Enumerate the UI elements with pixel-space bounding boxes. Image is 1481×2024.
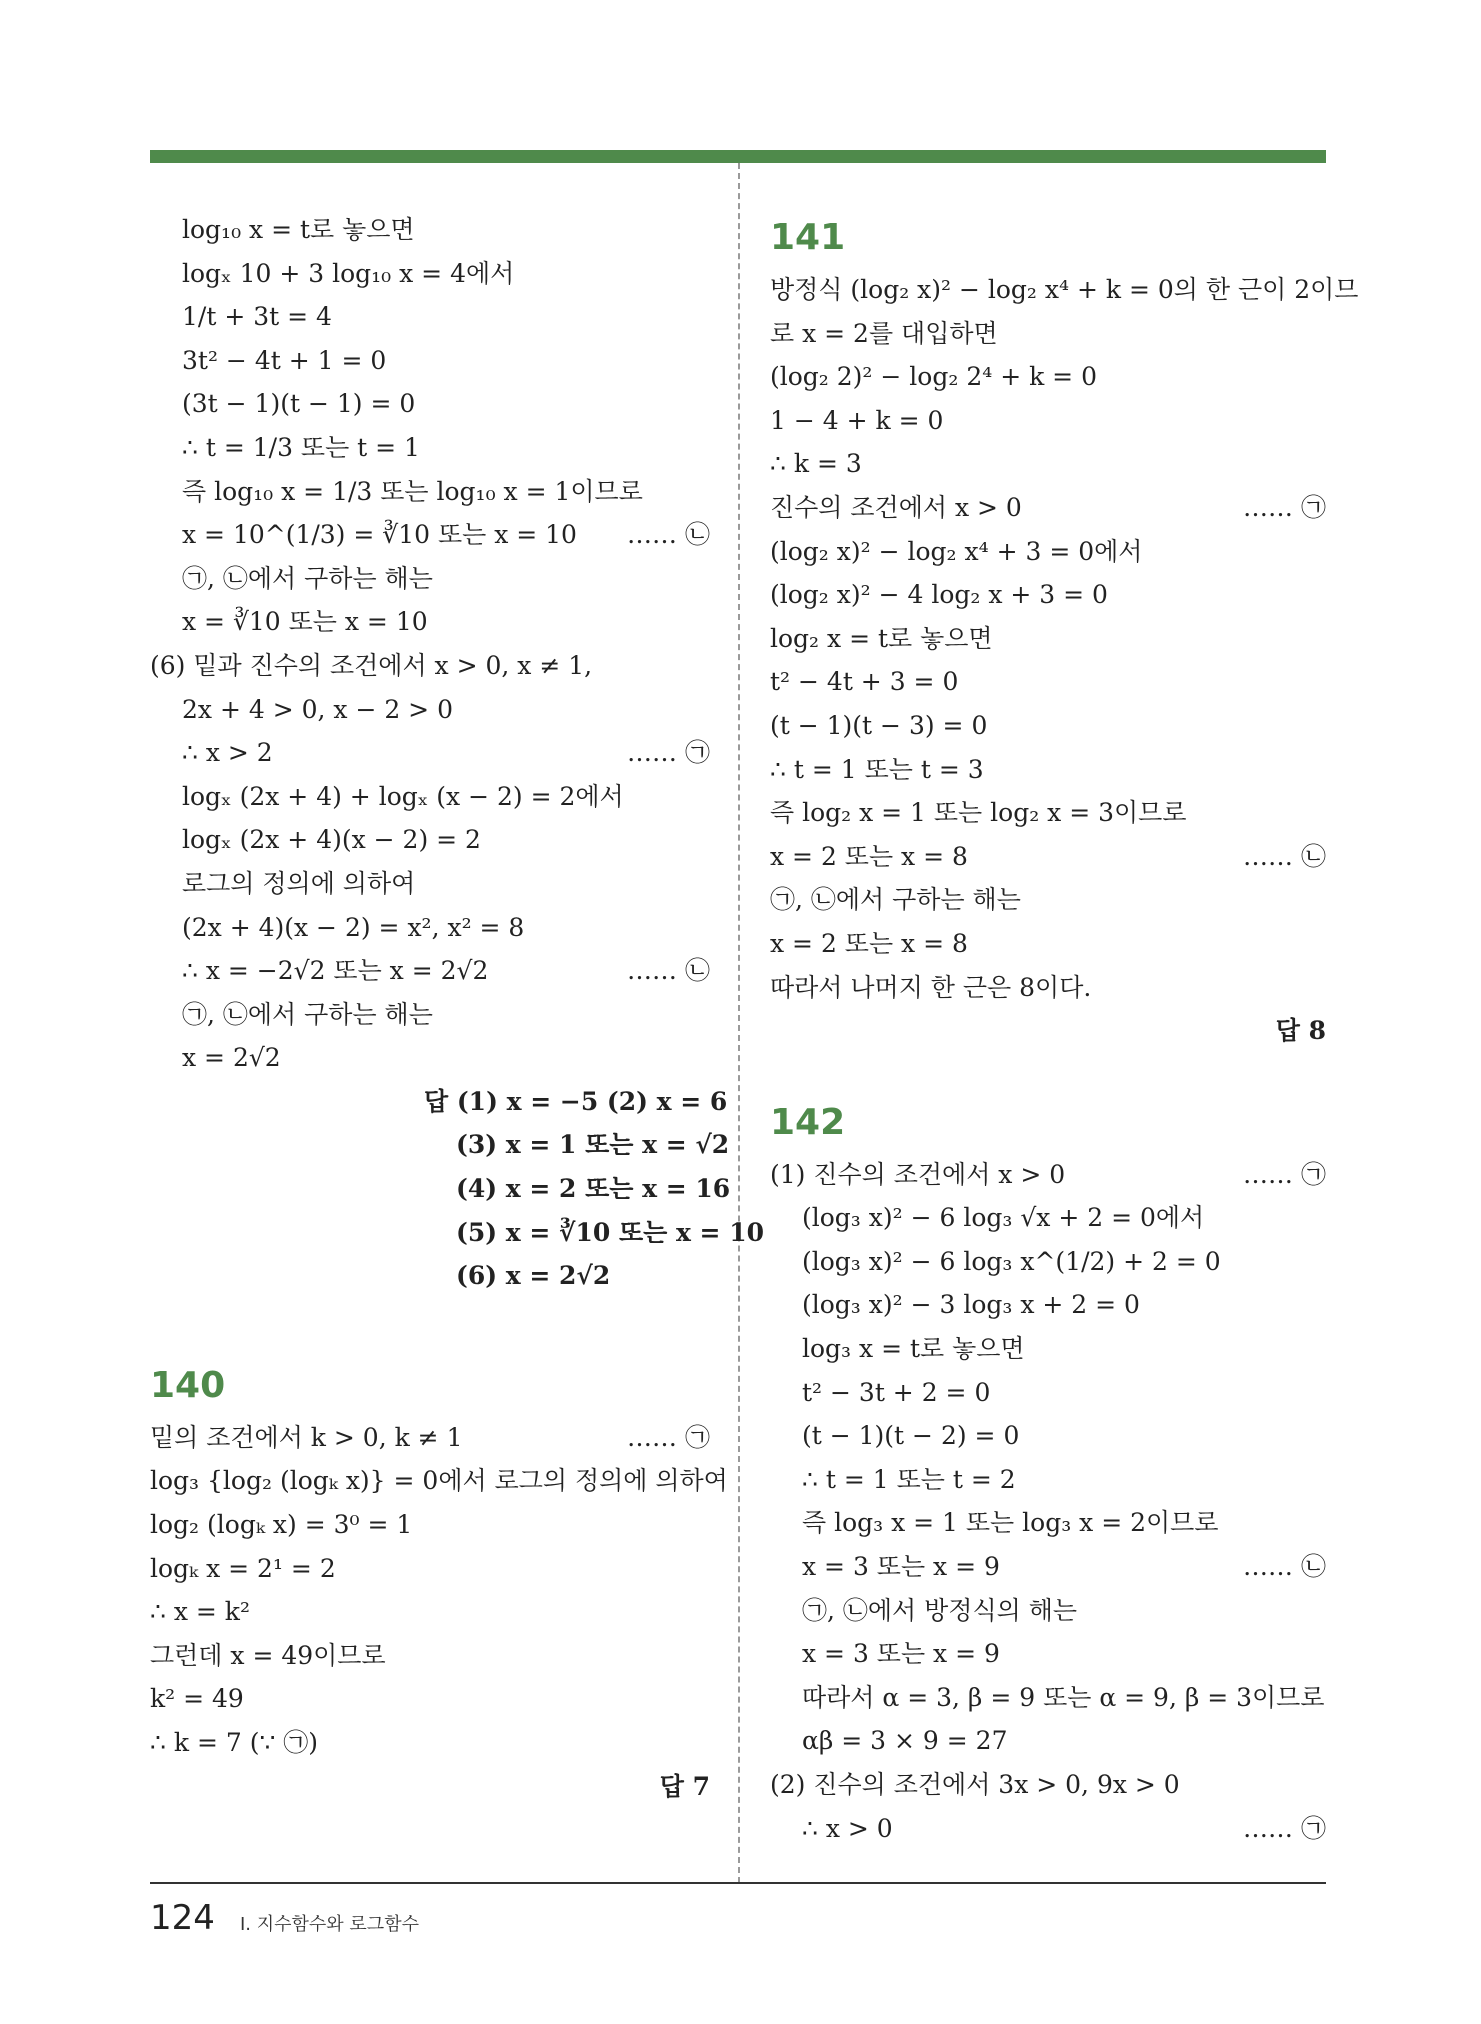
math-line (770, 1327, 1326, 1371)
math-line (770, 399, 1326, 443)
problem-number-140: 140 (150, 1364, 226, 1406)
solution-140 (150, 1416, 728, 1765)
math-line (770, 1153, 1326, 1197)
math-line (150, 557, 710, 601)
math-line (150, 1677, 710, 1721)
math-line-text: 즉 log₁₀ x = 1/3 또는 log₁₀ x = 1이므로 (182, 476, 643, 506)
math-line-text: log₁₀ x = t로 놓으면 (182, 215, 415, 244)
math-line-text: (t − 1)(t − 2) = 0 (802, 1421, 1020, 1451)
math-line-text: 그런데 x = 49이므로 (150, 1640, 386, 1670)
condition-marker: …… ㉡ (1243, 841, 1326, 871)
math-line (150, 470, 710, 514)
math-line-text: (log₂ x)² − 4 log₂ x + 3 = 0 (770, 580, 1108, 610)
math-line (150, 1036, 710, 1080)
math-line (770, 1283, 1326, 1327)
math-line-text: 즉 log₃ x = 1 또는 log₃ x = 2이므로 (802, 1508, 1219, 1538)
math-line (770, 748, 1326, 792)
math-line (150, 1416, 710, 1460)
math-line (150, 339, 710, 383)
math-line-text: x = 3 또는 x = 9 (802, 1639, 1000, 1669)
math-line (770, 1414, 1326, 1458)
math-line (150, 513, 710, 557)
answer-141: 답 8 (1275, 1016, 1326, 1046)
math-line-text: ∴ x = k² (150, 1597, 250, 1627)
math-line (150, 1634, 710, 1678)
math-line-text: ㉠, ㉡에서 방정식의 해는 (802, 1595, 1077, 1625)
math-line (770, 704, 1326, 748)
math-line (770, 1458, 1326, 1502)
math-line (150, 688, 710, 732)
math-line (150, 775, 710, 819)
math-line-text: 2x + 4 > 0, x − 2 > 0 (182, 694, 453, 724)
math-line (770, 791, 1326, 835)
math-line (770, 1240, 1326, 1284)
condition-marker: …… ㉠ (1243, 1813, 1326, 1843)
math-line-text: 3t² − 4t + 1 = 0 (182, 345, 387, 375)
problem-number-142: 142 (770, 1101, 846, 1143)
math-line-text: t² − 3t + 2 = 0 (802, 1377, 991, 1407)
answer-line: (5) x = ∛10 또는 x = 10 (456, 1217, 764, 1247)
math-line-text: logₓ (2x + 4) + logₓ (x − 2) = 2에서 (182, 781, 624, 811)
math-line (770, 312, 1326, 356)
math-line-text: k² = 49 (150, 1684, 244, 1714)
solution-141 (770, 268, 1359, 1009)
answer-line: (4) x = 2 또는 x = 16 (456, 1174, 731, 1204)
column-divider (738, 163, 740, 1883)
answer-140: 답 7 (659, 1771, 710, 1801)
math-line (150, 600, 710, 644)
solution-142 (770, 1153, 1326, 1851)
answer-line: (3) x = 1 또는 x = √2 (456, 1130, 730, 1160)
math-line-text: ㉠, ㉡에서 구하는 해는 (182, 563, 433, 593)
math-line-text: x = 2 또는 x = 8 (770, 928, 968, 958)
math-line (150, 906, 710, 950)
math-line (770, 1196, 1326, 1240)
math-line-text: 진수의 조건에서 x > 0 (770, 492, 1022, 522)
math-line (150, 1547, 710, 1591)
math-line (150, 252, 710, 296)
math-line-text: (t − 1)(t − 3) = 0 (770, 710, 988, 740)
solution-continued (150, 208, 710, 1080)
math-line (150, 644, 710, 688)
math-line-text: 로그의 정의에 의하여 (182, 868, 416, 898)
math-line (150, 1503, 710, 1547)
math-line (150, 382, 710, 426)
math-line-text: 밑의 조건에서 k > 0, k ≠ 1 (150, 1422, 463, 1452)
math-line-text: 따라서 나머지 한 근은 8이다. (770, 972, 1092, 1002)
right-column (770, 208, 1359, 1850)
math-line (150, 208, 710, 252)
math-line (150, 1459, 728, 1503)
answer-list (150, 1080, 764, 1298)
math-line-text: ∴ x > 2 (182, 738, 273, 768)
math-line (770, 573, 1326, 617)
math-line-text: (2) 진수의 조건에서 3x > 0, 9x > 0 (770, 1770, 1180, 1799)
math-line-text: 방정식 (log₂ x)² − log₂ x⁴ + k = 0의 한 근이 2이므 (770, 275, 1359, 304)
math-line-text: ∴ t = 1 또는 t = 2 (802, 1464, 1016, 1494)
math-line-text: t² − 4t + 3 = 0 (770, 667, 959, 697)
math-line (150, 862, 710, 906)
math-line (150, 818, 710, 862)
condition-marker: …… ㉠ (627, 1422, 710, 1452)
math-line-text: log₂ x = t로 놓으면 (770, 623, 993, 653)
footer-rule (150, 1882, 1326, 1884)
math-line (150, 1590, 710, 1634)
math-line-text: x = 10^(1/3) = ∛10 또는 x = 10 (182, 520, 577, 550)
top-green-bar (150, 150, 1326, 163)
math-line-text: 따라서 α = 3, β = 9 또는 α = 9, β = 3이므로 (802, 1682, 1325, 1712)
math-line-text: ㉠, ㉡에서 구하는 해는 (770, 885, 1021, 915)
math-line-text: logₓ (2x + 4)(x − 2) = 2 (182, 825, 481, 855)
math-line-text: log₃ x = t로 놓으면 (802, 1334, 1025, 1364)
math-line-text: x = 3 또는 x = 9 (802, 1552, 1000, 1582)
math-line (150, 426, 710, 470)
math-line (150, 993, 710, 1037)
math-line-text: logₖ x = 2¹ = 2 (150, 1553, 336, 1583)
math-line-text: x = ∛10 또는 x = 10 (182, 607, 428, 637)
math-line (770, 1501, 1326, 1545)
math-line (770, 878, 1326, 922)
math-line (770, 355, 1326, 399)
math-line-text: 로 x = 2를 대입하면 (770, 318, 998, 348)
math-line-text: (2x + 4)(x − 2) = x², x² = 8 (182, 912, 525, 942)
math-line-text: (6) 밑과 진수의 조건에서 x > 0, x ≠ 1, (150, 650, 593, 680)
math-line (770, 486, 1326, 530)
math-line (770, 268, 1359, 312)
math-line (770, 835, 1326, 879)
math-line (770, 1545, 1326, 1589)
math-line-text: ∴ k = 7 (∵ ㉠) (150, 1728, 319, 1757)
math-line (770, 1719, 1326, 1763)
math-line (770, 1589, 1326, 1633)
condition-marker: …… ㉠ (1243, 1159, 1326, 1189)
math-line-text: x = 2 또는 x = 8 (770, 841, 968, 871)
math-line-text: ∴ t = 1 또는 t = 3 (770, 754, 984, 784)
math-line (770, 1371, 1326, 1415)
math-line-text: (1) 진수의 조건에서 x > 0 (770, 1159, 1066, 1189)
math-line-text: log₂ (logₖ x) = 3⁰ = 1 (150, 1510, 413, 1540)
chapter-title: Ⅰ. 지수함수와 로그함수 (240, 1914, 419, 1935)
math-line-text: ㉠, ㉡에서 구하는 해는 (182, 999, 433, 1029)
math-line-text: (log₃ x)² − 6 log₃ √x + 2 = 0에서 (802, 1203, 1205, 1233)
math-line (150, 731, 710, 775)
math-line (770, 617, 1326, 661)
math-line (770, 1807, 1326, 1851)
math-line-text: (log₃ x)² − 6 log₃ x^(1/2) + 2 = 0 (802, 1246, 1221, 1276)
problem-number-141: 141 (770, 217, 846, 258)
math-line-text: (log₂ 2)² − log₂ 2⁴ + k = 0 (770, 362, 1097, 392)
math-line (150, 949, 710, 993)
math-line-text: x = 2√2 (182, 1043, 281, 1073)
math-line-text: log₃ {log₂ (logₖ x)} = 0에서 로그의 정의에 의하여 (150, 1466, 728, 1496)
condition-marker: …… ㉠ (627, 738, 710, 768)
math-line (770, 966, 1326, 1010)
math-line (770, 442, 1326, 486)
math-line-text: αβ = 3 × 9 = 27 (802, 1726, 1008, 1756)
math-line-text: (log₂ x)² − log₂ x⁴ + 3 = 0에서 (770, 536, 1143, 566)
math-line-text: ∴ t = 1/3 또는 t = 1 (182, 432, 420, 462)
math-line (770, 660, 1326, 704)
math-line (150, 295, 710, 339)
math-line-text: logₓ 10 + 3 log₁₀ x = 4에서 (182, 258, 515, 288)
math-line (150, 1721, 710, 1765)
math-line-text: (log₃ x)² − 3 log₃ x + 2 = 0 (802, 1290, 1140, 1320)
math-line-text: 1 − 4 + k = 0 (770, 405, 944, 435)
math-line-text: (3t − 1)(t − 1) = 0 (182, 389, 416, 419)
condition-marker: …… ㉡ (1243, 1552, 1326, 1582)
answer-line: (6) x = 2√2 (456, 1261, 611, 1291)
math-line-text: ∴ x > 0 (802, 1813, 893, 1843)
math-line (770, 530, 1326, 574)
condition-marker: …… ㉠ (1243, 492, 1326, 522)
math-line (770, 922, 1326, 966)
answer-line: 답 (1) x = −5 (2) x = 6 (424, 1086, 728, 1116)
math-line (770, 1763, 1326, 1807)
condition-marker: …… ㉡ (627, 956, 710, 986)
page-number: 124 (150, 1898, 215, 1938)
math-line (770, 1676, 1326, 1720)
math-line-text: ∴ k = 3 (770, 449, 862, 479)
math-line-text: ∴ x = −2√2 또는 x = 2√2 (182, 956, 489, 986)
left-column (150, 208, 764, 1808)
math-line (770, 1632, 1326, 1676)
math-line-text: 1/t + 3t = 4 (182, 302, 332, 332)
math-line-text: 즉 log₂ x = 1 또는 log₂ x = 3이므로 (770, 798, 1187, 828)
condition-marker: …… ㉡ (627, 520, 710, 550)
